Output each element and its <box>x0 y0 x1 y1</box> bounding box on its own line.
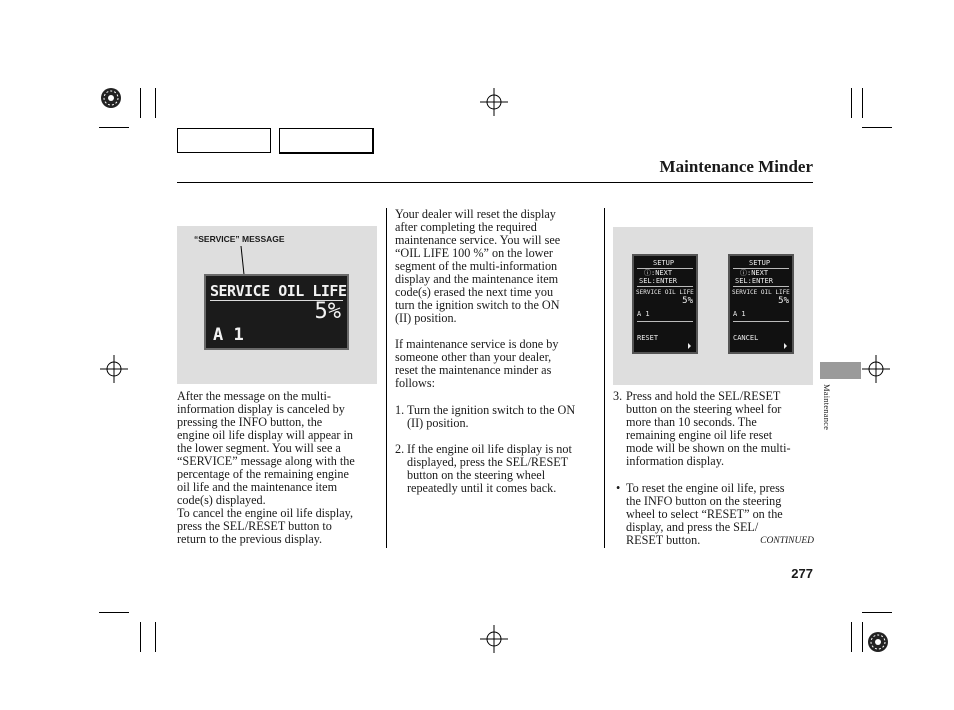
step-number: 1. <box>395 403 405 417</box>
screen-percent: 5% <box>682 296 693 306</box>
crosshair-icon <box>100 355 128 383</box>
step-3 <box>613 390 813 468</box>
text-line: “OIL LIFE 100 %” on the lower <box>395 246 553 260</box>
text-line: wheel to select “RESET” on the <box>626 507 783 521</box>
text-line: information display is canceled by <box>177 402 345 416</box>
text-line: follows: <box>395 376 435 390</box>
crosshair-icon <box>480 88 508 116</box>
screen-percent: 5% <box>778 296 789 306</box>
text-line: Turn the ignition switch to the ON <box>407 403 576 417</box>
crosshair-icon <box>862 355 890 383</box>
column2-paragraph-dealer <box>395 208 600 325</box>
section-title: Maintenance Minder <box>659 157 813 176</box>
side-tab[interactable] <box>820 362 861 379</box>
text-line: information display. <box>626 454 725 468</box>
display-code: A 1 <box>213 325 244 345</box>
screen-option-cancel: CANCEL <box>733 334 759 342</box>
text-line: displayed, press the SEL/RESET <box>407 455 569 469</box>
screen-title: SETUP <box>749 259 771 267</box>
text-line: (II) position. <box>407 416 469 430</box>
screen-enter: SEL:ENTER <box>639 277 677 285</box>
display-percent: 5% <box>314 299 341 324</box>
step-number: 2. <box>395 442 405 456</box>
text-line: code(s) erased the next time you <box>395 285 554 299</box>
text-line: after completing the required <box>395 220 537 234</box>
text-line: return to the previous display. <box>177 532 323 546</box>
text-line: “SERVICE” message along with the <box>177 454 355 468</box>
text-line: turn the ignition switch to the ON <box>395 298 560 312</box>
step-1 <box>395 404 600 430</box>
step-2 <box>395 443 600 495</box>
text-line: percentage of the remaining engine <box>177 467 349 481</box>
bullet-icon: • <box>616 481 621 495</box>
text-line: segment of the multi-information <box>395 259 558 273</box>
text-line: (II) position. <box>395 311 457 325</box>
page-number: 277 <box>791 566 813 581</box>
text-line: press the SEL/RESET button to <box>177 519 332 533</box>
text-line: display, and press the SEL/ <box>626 520 759 534</box>
text-line: remaining engine oil life reset <box>626 428 773 442</box>
text-line: oil life and the maintenance item <box>177 480 338 494</box>
screen-code: A 1 <box>733 310 746 318</box>
text-line: If maintenance service is done by <box>395 337 559 351</box>
text-line: To cancel the engine oil life display, <box>177 506 354 520</box>
text-line: After the message on the multi- <box>177 389 331 403</box>
nav-box-index[interactable] <box>279 128 374 154</box>
screen-next: ⓘ:NEXT <box>740 269 769 277</box>
screen-code: A 1 <box>637 310 650 318</box>
side-tab-label: Maintenance <box>822 384 832 431</box>
screen-oil-life: SERVICE OIL LIFE <box>636 289 694 296</box>
text-line: more than 10 seconds. The <box>626 415 757 429</box>
text-line: the INFO button on the steering <box>626 494 782 508</box>
multi-info-display <box>204 274 349 350</box>
registration-target-icon <box>866 630 890 654</box>
text-line: engine oil life display will appear in <box>177 428 353 442</box>
column-divider <box>604 208 605 548</box>
service-message-figure <box>177 226 377 384</box>
screen-enter: SEL:ENTER <box>735 277 773 285</box>
column2-paragraph-self <box>395 338 600 390</box>
display-line1: SERVICE OIL LIFE <box>210 282 347 300</box>
reset-mode-figure <box>613 227 813 385</box>
text-line: display and the maintenance item <box>395 272 559 286</box>
nav-box-contents[interactable] <box>177 128 271 153</box>
arrow-right-icon <box>688 343 691 349</box>
title-rule <box>177 182 813 183</box>
text-line: Press and hold the SEL/RESET <box>626 389 781 403</box>
screen-title: SETUP <box>653 259 675 267</box>
crosshair-icon <box>480 625 508 653</box>
text-line: someone other than your dealer, <box>395 350 552 364</box>
text-line: the lower segment. You will see a <box>177 441 341 455</box>
screen-oil-life: SERVICE OIL LIFE <box>732 289 790 296</box>
text-line: RESET button. <box>626 533 701 547</box>
text-line: To reset the engine oil life, press <box>626 481 785 495</box>
callout-label: “SERVICE” MESSAGE <box>194 234 285 244</box>
text-line: button on the steering wheel for <box>626 402 782 416</box>
text-line: reset the maintenance minder as <box>395 363 552 377</box>
screen-option-reset: RESET <box>637 334 659 342</box>
text-line: If the engine oil life display is not <box>407 442 572 456</box>
text-line: Your dealer will reset the display <box>395 207 556 221</box>
text-line: code(s) displayed. <box>177 493 266 507</box>
column1-paragraph <box>177 390 382 546</box>
text-line: mode will be shown on the multi- <box>626 441 791 455</box>
step-number: 3. <box>613 389 623 403</box>
text-line: pressing the INFO button, the <box>177 415 323 429</box>
arrow-right-icon <box>784 343 787 349</box>
reset-screen <box>632 254 698 354</box>
registration-target-icon <box>99 86 123 110</box>
screen-next: ⓘ:NEXT <box>644 269 673 277</box>
text-line: button on the steering wheel <box>407 468 546 482</box>
continued-label: CONTINUED <box>760 536 814 546</box>
text-line: maintenance service. You will see <box>395 233 561 247</box>
cancel-screen <box>728 254 794 354</box>
column-divider <box>386 208 387 548</box>
text-line: repeatedly until it comes back. <box>407 481 557 495</box>
